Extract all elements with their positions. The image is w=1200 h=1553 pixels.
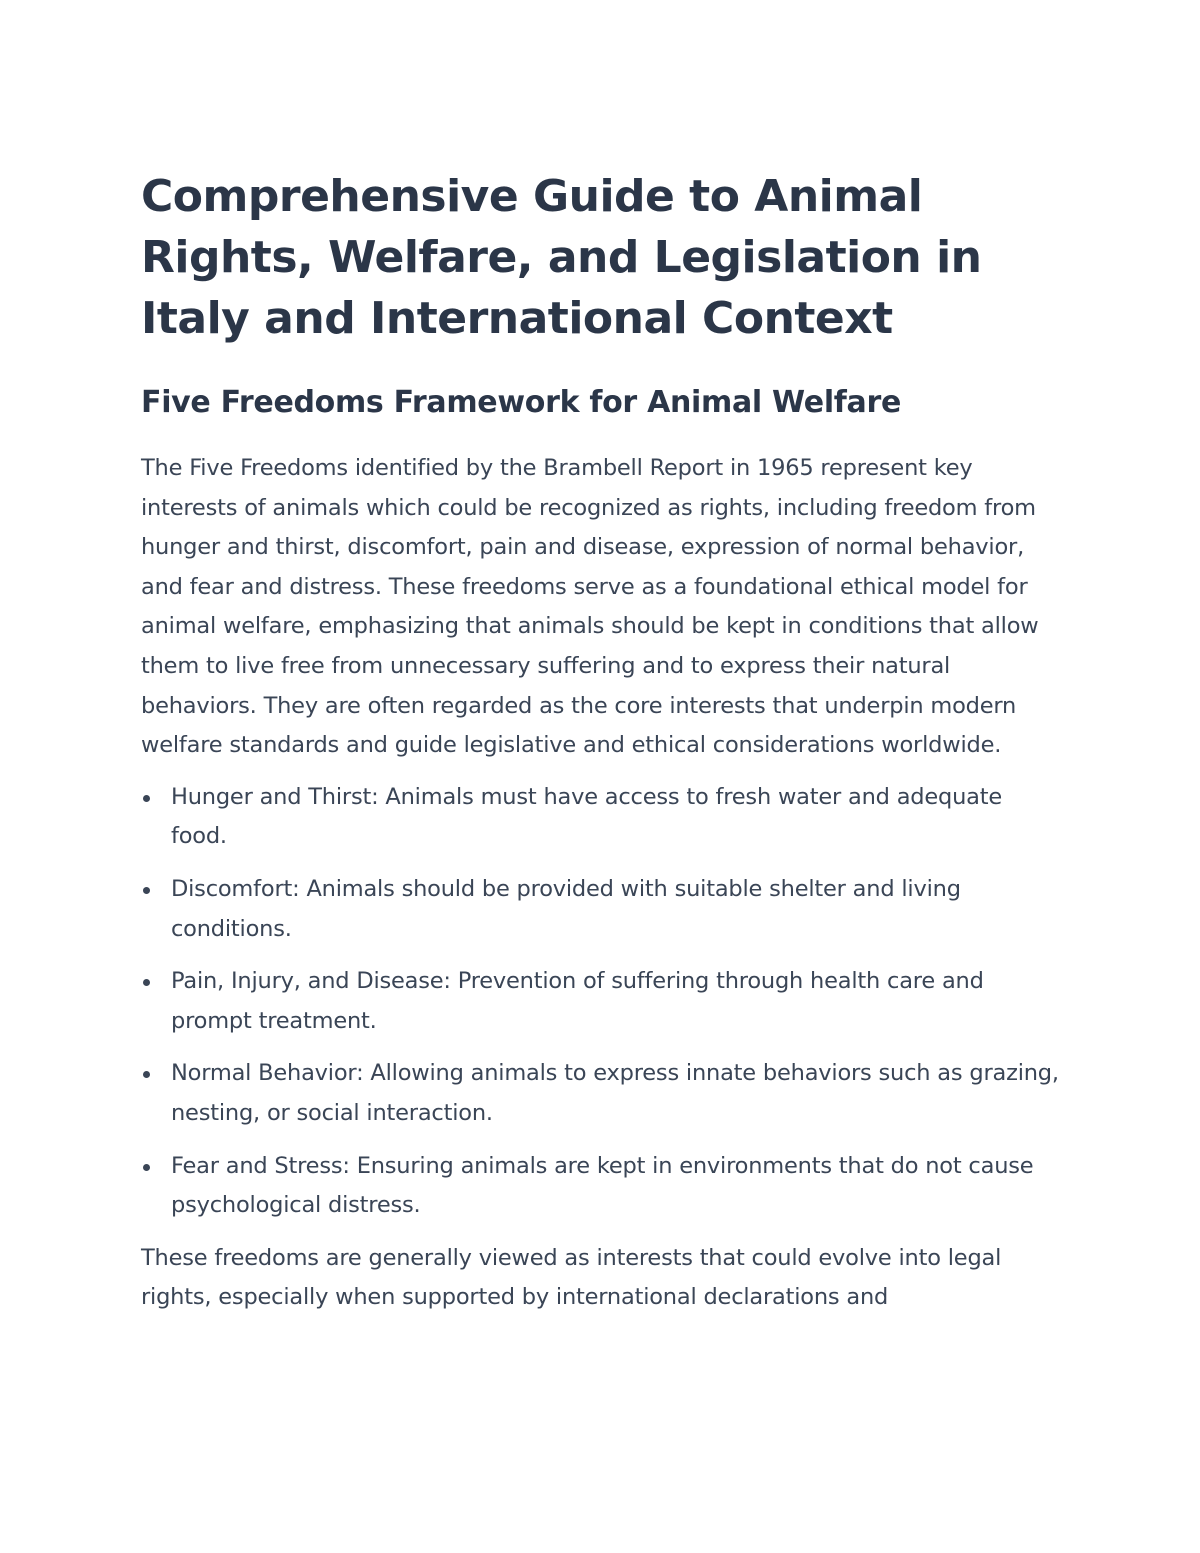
list-item	[141, 778, 1061, 857]
list-item-text: Pain, Injury, and Disease: Prevention of suffering through health care and prompt treatment.	[171, 968, 984, 1034]
document-page	[141, 166, 1061, 1318]
list-item-text: Discomfort: Animals should be provided with suitable shelter and living conditions.	[171, 875, 961, 942]
list-item	[141, 962, 1061, 1041]
list-item-text: Normal Behavior: Allowing animals to express innate behaviors such as grazing, nesting, or social interaction.	[171, 1060, 1059, 1126]
bullet-icon	[143, 979, 150, 986]
list-item	[141, 870, 1061, 949]
bullet-icon	[143, 795, 150, 802]
list-item-text: Hunger and Thirst: Animals must have access to fresh water and adequate food.	[171, 783, 1003, 850]
closing-paragraph: These freedoms are generally viewed as interests that could evolve into legal rights, especially when supported by international declarations and	[141, 1244, 1002, 1311]
bullet-icon	[143, 887, 150, 894]
bullet-icon	[143, 1071, 150, 1078]
section-heading: Five Freedoms Framework for Animal Welfare	[141, 385, 902, 420]
intro-paragraph: The Five Freedoms identified by the Brambell Report in 1965 represent key interests of animals which could be recognized as rights, including freedom from hunger and thirst, discomfort, pain and disease, expression of normal behavior, and fear and distress. These freedoms serve as a foundational ethical model for animal welfare, emphasizing that animals should be kept in conditions that allow them to live free from unnecessary suffering and to express their natural behaviors. They are often regarded as the core interests that underpin modern welfare standards and guide legislative and ethical considerations worldwide.	[141, 455, 1039, 759]
list-item	[141, 1054, 1061, 1133]
list-item-text: Fear and Stress: Ensuring animals are kept in environments that do not cause psychological distress.	[171, 1152, 1034, 1219]
list-item	[141, 1147, 1061, 1226]
document-title: Comprehensive Guide to Animal Rights, Welfare, and Legislation in Italy and International Context	[141, 171, 982, 344]
freedoms-list	[141, 778, 1061, 1226]
bullet-icon	[143, 1164, 150, 1171]
